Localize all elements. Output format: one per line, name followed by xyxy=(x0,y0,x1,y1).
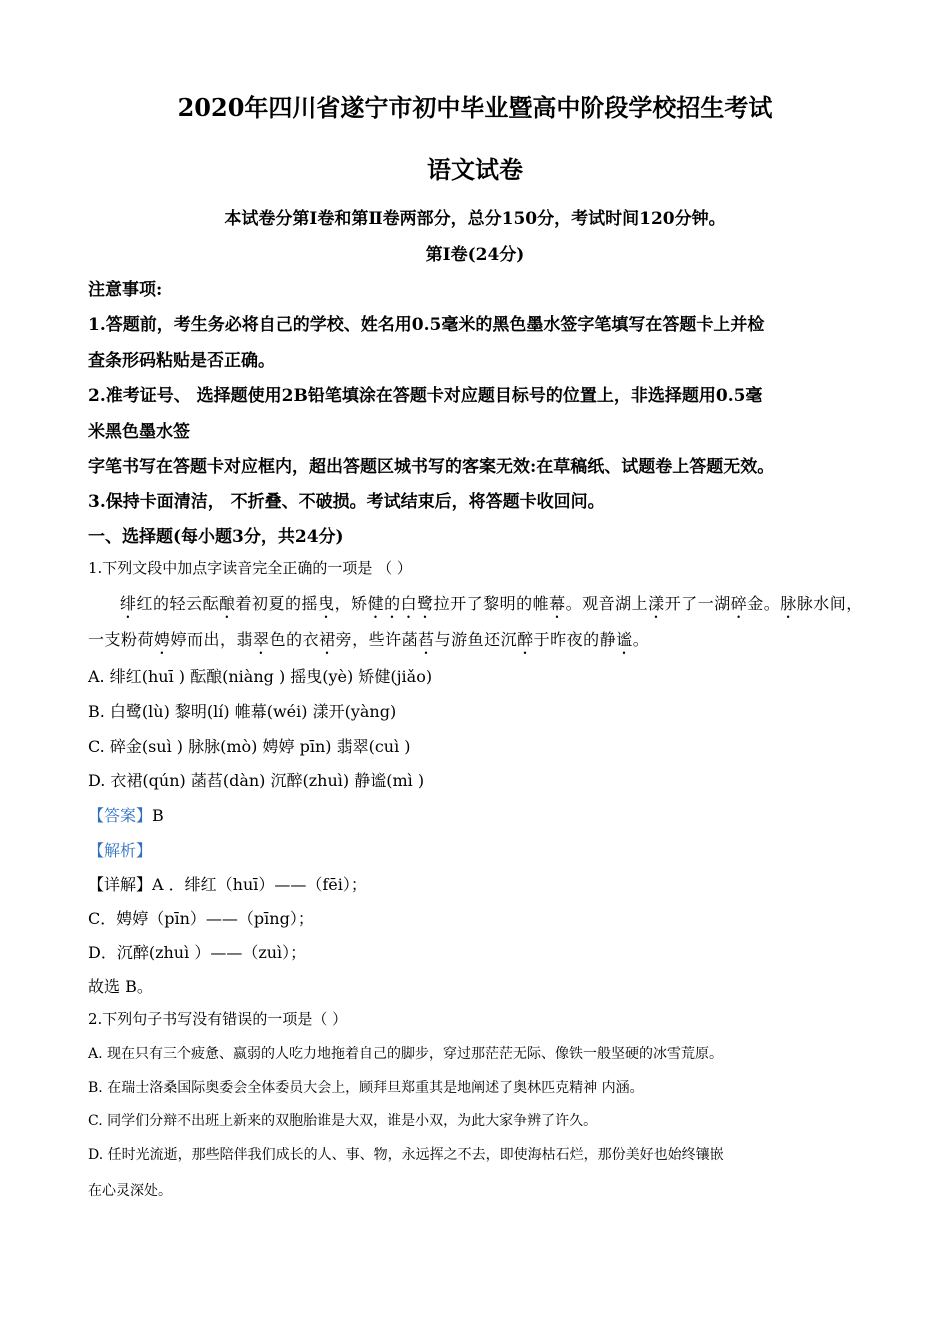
dotted-char: 酿 xyxy=(219,594,236,613)
dotted-char: 鹭 xyxy=(417,594,434,613)
dotted-char: 绯 xyxy=(120,594,137,613)
dotted-char: 谧 xyxy=(616,630,633,649)
dotted-char: 幕 xyxy=(549,594,566,613)
question-2-option-d-line-2: 在心灵深处。 xyxy=(88,1183,172,1199)
question-1-option-d: D. 衣裙(qún) 菡萏(dàn) 沉醉(zhuì) 静谧(mì ) xyxy=(88,771,425,790)
dotted-char: 漾 xyxy=(648,594,665,613)
question-2-stem: 2.下列句子书写没有错误的一项是（ ） xyxy=(88,1010,348,1028)
answer-value: B xyxy=(152,806,164,825)
question-2-option-d-line-1: D. 任时光流逝，那些陪伴我们成长的人、事、物，永远挥之不去，即使海枯石烂，那份美好也始终镶嵌 xyxy=(88,1147,724,1163)
note-2-line-1: 2.准考证号、 选择题使用2B铅笔填涂在答题卡对应题目标号的位置上，非选择题用0.5毫 xyxy=(88,386,763,406)
question-2-option-b: B. 在瑞士洛桑国际奥委会全体委员大会上，顾拜旦郑重其是地阐述了奥林匹克精神 内涵。 xyxy=(88,1080,644,1096)
note-3: 3.保持卡面清洁， 不折叠、不破损。考试结束后，将答题卡收回问。 xyxy=(88,492,605,512)
question-2-option-c: C. 同学们分辩不出班上新来的双胞胎谁是大双，谁是小双，为此大家争辨了许久。 xyxy=(88,1113,598,1129)
question-1-answer xyxy=(88,803,164,826)
question-2-option-a: A. 现在只有三个疲惫、嬴弱的人吃力地拖着自己的脚步，穿过那茫茫无际、像铁一般坚硬的冰雪荒原。 xyxy=(88,1046,724,1062)
question-1-passage-line-1: 绯红的轻云酝酿着初夏的摇曳，矫健的白鹭拉开了黎明的帷幕。观音湖上漾开了一湖碎金。脉脉水间， xyxy=(120,594,863,613)
question-1-stem: 1.下列文段中加点字读音完全正确的一项是 （ ） xyxy=(88,559,412,577)
question-1-option-b: B. 白鹭(lù) 黎明(lí) 帷幕(wéi) 漾开(yàng) xyxy=(88,702,397,721)
question-1-detail-3: D．沉醉(zhuì ）——（zuì）； xyxy=(88,943,307,962)
dotted-char: 健的白 xyxy=(367,594,418,613)
question-1-passage-line-2: 一支粉荷娉婷而出，翡翠色的衣裙旁，些许菡萏与游鱼还沉醉于昨夜的静谧。 xyxy=(88,630,650,649)
dotted-char: 翠 xyxy=(253,630,270,649)
answer-label: 【答案】 xyxy=(88,806,153,825)
question-1-option-a: A. 绯红(huī ) 酝酿(niàng ) 摇曳(yè) 矫健(jiǎo) xyxy=(88,667,433,686)
dotted-char: 醉 xyxy=(517,630,534,649)
exam-subtitle: 语文试卷 xyxy=(427,155,523,184)
note-2-line-2: 米黑色墨水签 xyxy=(88,422,190,442)
dotted-char: 娉 xyxy=(154,630,171,649)
dotted-char: 曳 xyxy=(318,594,335,613)
question-1-detail-2: C．娉婷（pīn）——（pīng）； xyxy=(88,909,314,928)
note-1-line-1: 1.答题前，考生务必将自己的学校、姓名用0.5毫米的黑色墨水签字笔填写在答题卡上并检 xyxy=(88,315,765,335)
note-2-line-3: 字笔书写在答题卡对应框内，超出答题区城书写的客案无效:在草稿纸、试题卷上答题无效。 xyxy=(88,457,775,477)
part-heading: 第Ⅰ卷(24分) xyxy=(425,245,525,265)
notes-heading: 注意事项: xyxy=(88,280,163,300)
exam-title: 2020年四川省遂宁市初中毕业暨高中阶段学校招生考试 xyxy=(177,93,773,122)
question-1-detail-1: 【详解】A ．绯红（huī）——（fēi）； xyxy=(88,875,367,894)
analysis-label: 【解析】 xyxy=(88,841,153,860)
question-1-detail-4: 故选 B。 xyxy=(88,977,153,996)
note-1-line-2: 查条形码粘贴是否正确。 xyxy=(88,351,275,371)
dotted-char: 脉 xyxy=(780,594,797,613)
section-1-heading: 一、选择题(每小题3分，共24分) xyxy=(88,527,344,547)
dotted-char: 碎 xyxy=(730,594,748,613)
exam-intro: 本试卷分第Ⅰ卷和第Ⅱ卷两部分，总分150分，考试时间120分钟。 xyxy=(224,209,726,229)
dotted-char: 萏 xyxy=(418,630,435,649)
question-1-option-c: C. 碎金(suì ) 脉脉(mò) 娉婷 pīn) 翡翠(cuì ) xyxy=(88,737,411,756)
dotted-char: 裙 xyxy=(319,630,336,649)
